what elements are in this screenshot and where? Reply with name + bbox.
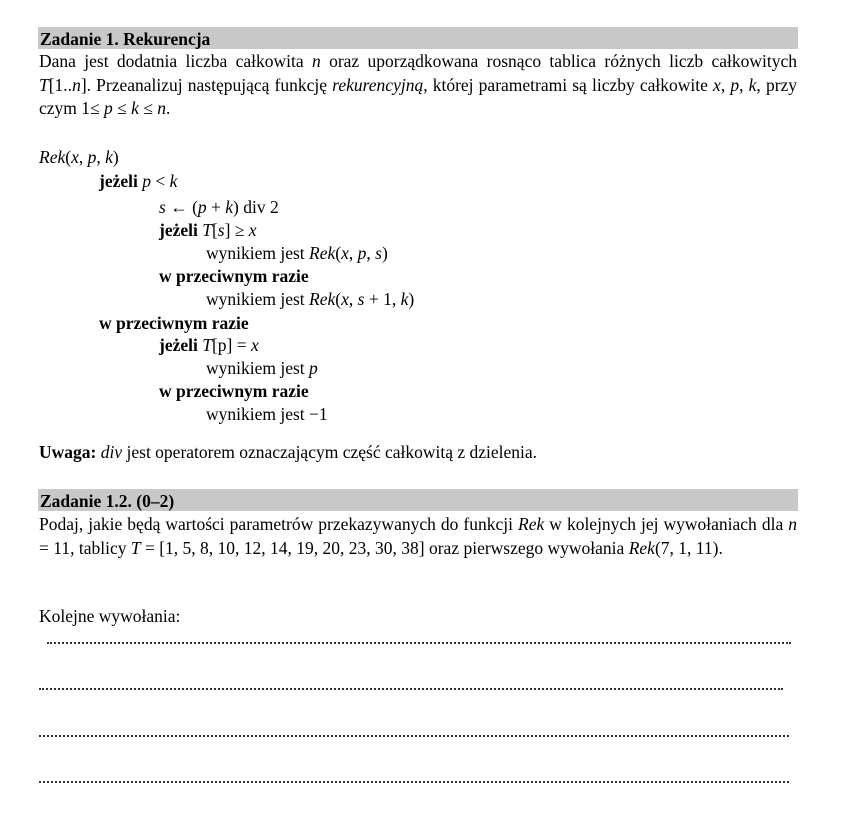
code-line-if-ts-ge-x: jeżeli T[s] ≥ x bbox=[159, 220, 257, 240]
code-line-else-outer: w przeciwnym razie bbox=[99, 313, 249, 333]
answer-line-4[interactable] bbox=[39, 773, 789, 783]
code-line-if-p-lt-k: jeżeli p < k bbox=[99, 171, 178, 191]
code-line-return-p: wynikiem jest p bbox=[206, 358, 318, 378]
code-line-return-rek-p-s: wynikiem jest Rek(x, p, s) bbox=[206, 243, 388, 263]
code-line-else-inner: w przeciwnym razie bbox=[159, 266, 309, 286]
answer-line-2[interactable] bbox=[39, 680, 783, 690]
code-line-return-rek-s1-k: wynikiem jest Rek(x, s + 1, k) bbox=[206, 289, 415, 309]
task-1-2-text: Podaj, jakie będą wartości parametrów przekazywanych do funkcji Rek w kolejnych jej wywołaniach dla n = 11, tablicy T = [1, 5, 8, 10, 12, 14, 19, 20, 23, 30, 38] oraz pierwszego wywołania Rek(7, 1, 11). bbox=[39, 514, 797, 558]
answer-label: Kolejne wywołania: bbox=[39, 606, 181, 626]
code-line-if-tp-eq-x: jeżeli T[p] = x bbox=[159, 335, 259, 355]
code-line-signature: Rek(x, p, k) bbox=[39, 147, 119, 167]
code-line-return-minus-one: wynikiem jest −1 bbox=[206, 404, 328, 424]
code-line-assign-s: s ← (p + k) div 2 bbox=[159, 197, 279, 217]
note-div-operator: Uwaga: div jest operatorem oznaczającym część całkowitą z dzielenia. bbox=[39, 442, 538, 462]
task-1-intro: Dana jest dodatnia liczba całkowita n oraz uporządkowana rosnąco tablica różnych liczb całkowitych T[1..n]. Przeanalizuj następującą funkcję rekurencyjną, której parametrami są liczby całkowite x, p, k, przy czym 1≤ p ≤ k ≤ n. bbox=[39, 51, 798, 118]
task-1-2-header: Zadanie 1.2. (0–2) bbox=[38, 489, 798, 511]
code-line-else-last: w przeciwnym razie bbox=[159, 381, 309, 401]
task-1-header: Zadanie 1. Rekurencja bbox=[38, 27, 798, 49]
answer-line-3[interactable] bbox=[39, 727, 789, 737]
answer-line-1[interactable] bbox=[47, 634, 791, 644]
